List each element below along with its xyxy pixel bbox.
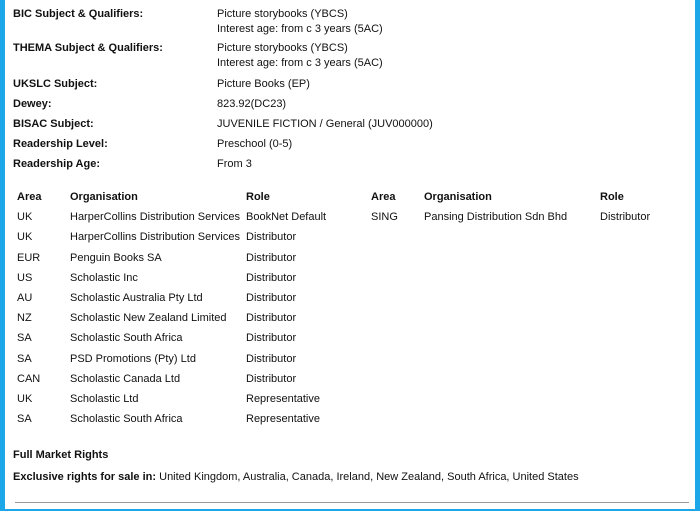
role-cell: Distributor	[246, 332, 297, 345]
organisation-cell: Scholastic Ltd	[70, 392, 139, 405]
organisation-cell: Scholastic Inc	[70, 271, 138, 284]
area-cell: UK	[17, 392, 33, 405]
organisation-header: Organisation	[424, 191, 492, 203]
subject-label: UKSLC Subject:	[13, 78, 98, 90]
table-row	[17, 352, 357, 372]
subject-row	[13, 77, 693, 92]
area-cell: AU	[17, 291, 33, 304]
subject-row	[13, 7, 693, 37]
subject-row	[13, 41, 693, 71]
product-details-panel	[5, 0, 695, 509]
subject-label: Dewey:	[13, 98, 52, 110]
role-cell: Distributor	[246, 352, 297, 365]
subject-value	[217, 41, 383, 71]
table-header-row	[17, 190, 357, 210]
subject-value-line: Interest age: from c 3 years (5AC)	[217, 23, 383, 35]
subject-label: BISAC Subject:	[13, 118, 94, 130]
role-cell: Distributor	[600, 211, 651, 224]
organisation-cell: Scholastic Canada Ltd	[70, 372, 181, 385]
table-header-row	[371, 190, 691, 210]
table-row	[17, 372, 357, 392]
table-row	[17, 251, 357, 271]
role-cell: Representative	[246, 413, 320, 426]
area-header: Area	[17, 191, 42, 203]
area-cell: SING	[371, 211, 398, 224]
subject-value: JUVENILE FICTION / General (JUV000000)	[217, 118, 433, 130]
subject-label: THEMA Subject & Qualifiers:	[13, 42, 163, 54]
organisation-cell: Pansing Distribution Sdn Bhd	[424, 211, 568, 224]
subject-label: BIC Subject & Qualifiers:	[13, 8, 144, 20]
role-cell: Distributor	[246, 231, 297, 244]
table-row	[371, 210, 691, 230]
subject-value-line: Picture storybooks (YBCS)	[217, 42, 348, 54]
area-cell: SA	[17, 332, 32, 345]
divider	[15, 502, 689, 503]
table-row	[17, 210, 357, 230]
role-cell: Distributor	[246, 312, 297, 325]
subject-value: 823.92(DC23)	[217, 98, 287, 110]
subject-value: Preschool (0-5)	[217, 138, 293, 150]
subject-row	[13, 97, 693, 112]
organisation-cell: Scholastic New Zealand Limited	[70, 312, 227, 325]
table-row	[17, 412, 357, 432]
role-header: Role	[246, 191, 270, 203]
subject-value	[217, 7, 383, 37]
role-cell: Distributor	[246, 251, 297, 264]
rights-title: Full Market Rights	[13, 449, 109, 461]
area-header: Area	[371, 191, 396, 203]
organisation-cell: Scholastic Australia Pty Ltd	[70, 291, 203, 304]
subject-metadata	[13, 7, 693, 172]
subject-row	[13, 157, 693, 172]
role-cell: Distributor	[246, 271, 297, 284]
distribution-table-right	[371, 190, 691, 230]
area-cell: UK	[17, 211, 33, 224]
organisation-cell: Scholastic South Africa	[70, 413, 183, 426]
subject-row	[13, 137, 693, 152]
area-cell: EUR	[17, 251, 41, 264]
table-row	[17, 271, 357, 291]
organisation-cell: HarperCollins Distribution Services	[70, 231, 240, 244]
subject-value-line: Interest age: from c 3 years (5AC)	[217, 57, 383, 69]
exclusive-rights-value: United Kingdom, Australia, Canada, Ireland, New Zealand, South Africa, United States	[159, 471, 579, 483]
subject-label: Readership Level:	[13, 138, 108, 150]
table-row	[17, 291, 357, 311]
role-cell: Distributor	[246, 372, 297, 385]
exclusive-rights	[13, 471, 579, 483]
subject-value-line: Picture storybooks (YBCS)	[217, 8, 348, 20]
area-cell: NZ	[17, 312, 32, 325]
role-cell: BookNet Default	[246, 211, 327, 224]
distribution-table-left	[17, 190, 357, 432]
role-header: Role	[600, 191, 624, 203]
table-row	[17, 331, 357, 351]
area-cell: SA	[17, 352, 32, 365]
table-row	[17, 311, 357, 331]
organisation-cell: PSD Promotions (Pty) Ltd	[70, 352, 196, 365]
subject-value: Picture Books (EP)	[217, 78, 310, 90]
organisation-cell: HarperCollins Distribution Services	[70, 211, 240, 224]
organisation-header: Organisation	[70, 191, 138, 203]
area-cell: US	[17, 271, 33, 284]
area-cell: SA	[17, 413, 32, 426]
table-row	[17, 392, 357, 412]
area-cell: CAN	[17, 372, 41, 385]
organisation-cell: Scholastic South Africa	[70, 332, 183, 345]
table-row	[17, 230, 357, 250]
subject-label: Readership Age:	[13, 158, 101, 170]
organisation-cell: Penguin Books SA	[70, 251, 162, 264]
subject-row	[13, 117, 693, 132]
exclusive-rights-label: Exclusive rights for sale in:	[13, 471, 157, 483]
role-cell: Representative	[246, 392, 320, 405]
area-cell: UK	[17, 231, 33, 244]
subject-value: From 3	[217, 158, 252, 170]
role-cell: Distributor	[246, 291, 297, 304]
